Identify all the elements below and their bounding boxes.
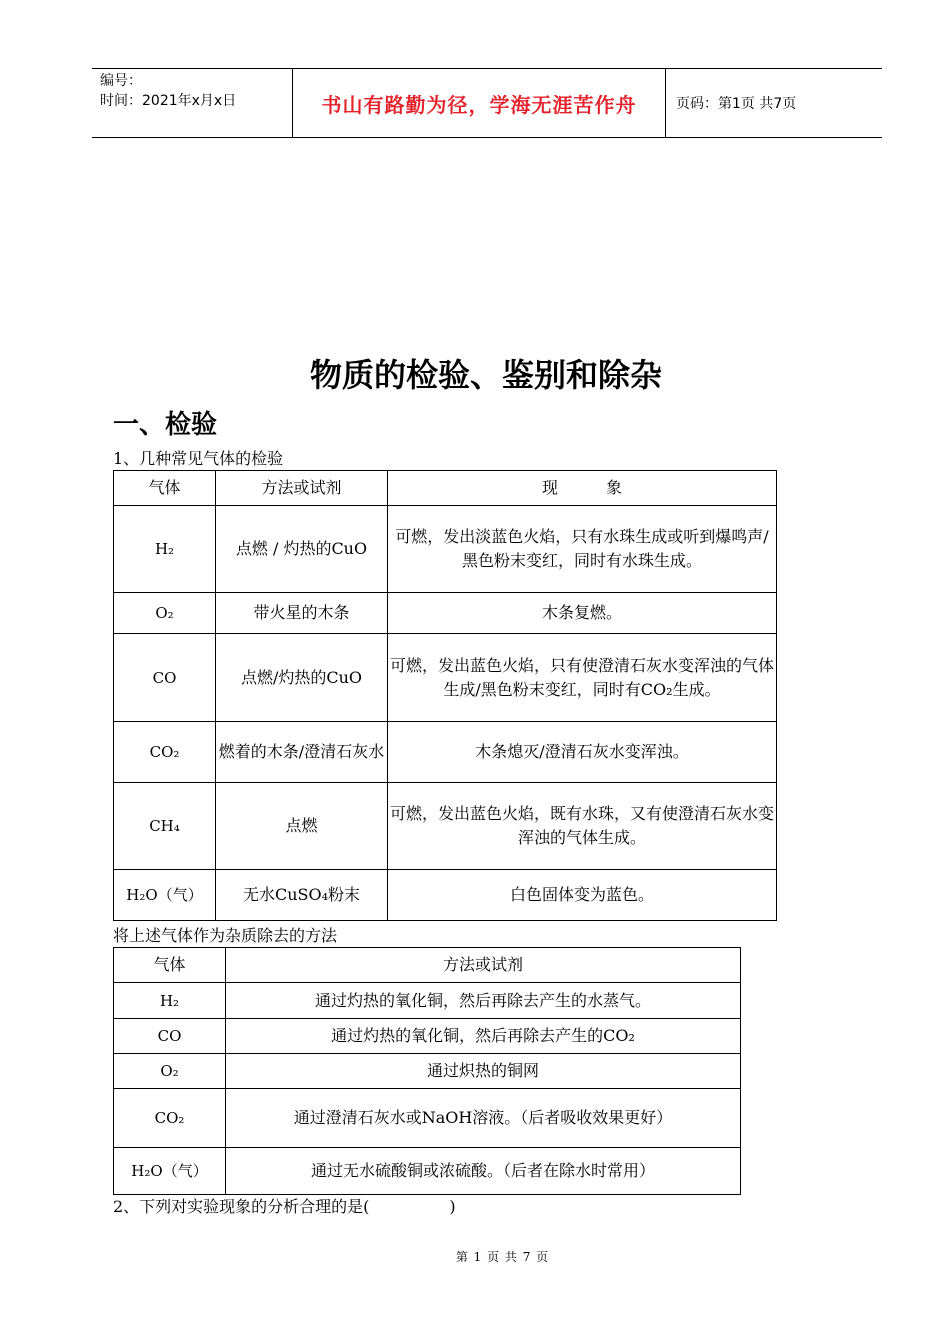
- table-row: [114, 783, 777, 870]
- gas-cell: CH₄: [114, 783, 216, 870]
- method-cell: 点燃: [216, 783, 388, 870]
- phenomenon-cell: 木条复燃。: [388, 593, 777, 634]
- header-cell: 气体: [114, 948, 226, 983]
- page-footer: 第 1 页 共 7 页: [455, 1250, 550, 1264]
- phenomenon-cell: 木条熄灭/澄清石灰水变浑浊。: [388, 722, 777, 783]
- table-row: [114, 1089, 741, 1148]
- method-cell: 通过灼热的氧化铜，然后再除去产生的CO₂: [226, 1019, 741, 1054]
- method-cell: 无水CuSO₄粉末: [216, 870, 388, 921]
- impurity-removal-table: [113, 947, 741, 1195]
- table-row: [114, 593, 777, 634]
- phenomenon-cell: 可燃，发出淡蓝色火焰，只有水珠生成或听到爆鸣声/黑色粉末变红，同时有水珠生成。: [388, 506, 777, 593]
- gas-cell: CO: [114, 634, 216, 722]
- gas-cell: H₂O（气）: [114, 870, 216, 921]
- table1-caption: 1、几种常见气体的检验: [113, 449, 284, 468]
- method-cell: 点燃/灼热的CuO: [216, 634, 388, 722]
- gas-cell: H₂O（气）: [114, 1148, 226, 1195]
- phenomenon-cell: 可燃，发出蓝色火焰，既有水珠，又有使澄清石灰水变浑浊的气体生成。: [388, 783, 777, 870]
- header-cell: 方法或试剂: [226, 948, 741, 983]
- header-meta: [100, 71, 290, 111]
- table-header-row: [114, 948, 741, 983]
- table-row: [114, 722, 777, 783]
- header-motto: 书山有路勤为径，学海无涯苦作舟: [321, 92, 637, 117]
- method-cell: 燃着的木条/澄清石灰水: [216, 722, 388, 783]
- page-header: [92, 68, 882, 138]
- phenomenon-cell: 可燃，发出蓝色火焰，只有使澄清石灰水变浑浊的气体生成/黑色粉末变红，同时有CO₂生成。: [388, 634, 777, 722]
- document-title: 物质的检验、鉴别和除杂: [309, 356, 662, 394]
- time-label: 时间：2021年x月x日: [100, 93, 237, 109]
- gas-cell: CO₂: [114, 722, 216, 783]
- table-row: [114, 1054, 741, 1089]
- table-row: [114, 1019, 741, 1054]
- gas-cell: H₂: [114, 506, 216, 593]
- table2-caption: 将上述气体作为杂质除去的方法: [113, 926, 338, 945]
- header-cell: 方法或试剂: [216, 471, 388, 506]
- method-cell: 点燃 / 灼热的CuO: [216, 506, 388, 593]
- header-divider: [665, 69, 666, 137]
- table-row: [114, 1148, 741, 1195]
- method-cell: 带火星的木条: [216, 593, 388, 634]
- phenomenon-cell: 白色固体变为蓝色。: [388, 870, 777, 921]
- method-cell: 通过炽热的铜网: [226, 1054, 741, 1089]
- number-label: 编号：: [100, 73, 142, 89]
- gas-detection-table: [113, 470, 777, 921]
- method-cell: 通过灼热的氧化铜，然后再除去产生的水蒸气。: [226, 983, 741, 1019]
- gas-cell: O₂: [114, 1054, 226, 1089]
- header-page-info: 页码：第1页 共7页: [676, 96, 797, 112]
- gas-cell: H₂: [114, 983, 226, 1019]
- method-cell: 通过澄清石灰水或NaOH溶液。（后者吸收效果更好）: [226, 1089, 741, 1148]
- section-heading: 一、检验: [113, 410, 218, 440]
- gas-cell: O₂: [114, 593, 216, 634]
- table-row: [114, 506, 777, 593]
- gas-cell: CO: [114, 1019, 226, 1054]
- table-row: [114, 983, 741, 1019]
- header-cell: 现 象: [388, 471, 777, 506]
- gas-cell: CO₂: [114, 1089, 226, 1148]
- method-cell: 通过无水硫酸铜或浓硫酸。（后者在除水时常用）: [226, 1148, 741, 1195]
- table-header-row: [114, 471, 777, 506]
- table-row: [114, 870, 777, 921]
- question-2: 2、下列对实验现象的分析合理的是( ): [113, 1197, 456, 1216]
- table-row: [114, 634, 777, 722]
- header-cell: 气体: [114, 471, 216, 506]
